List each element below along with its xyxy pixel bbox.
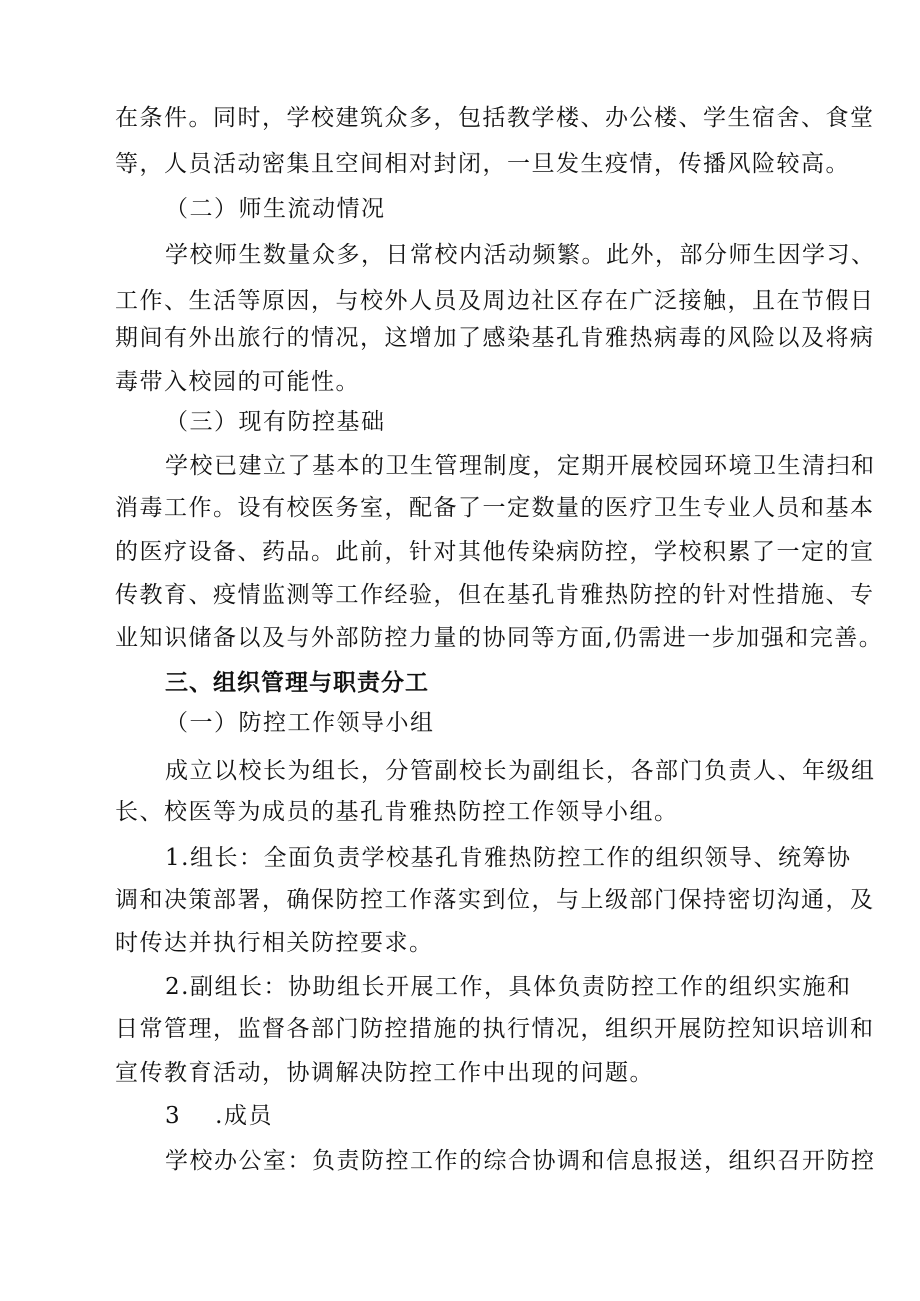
- section-heading: （三）现有防控基础: [165, 409, 386, 435]
- list-item-line: 调和决策部署，确保防控工作落实到位，与上级部门保持密切沟通，及: [115, 887, 875, 913]
- paragraph-line: 消毒工作。设有校医务室，配备了一定数量的医疗卫生专业人员和基本: [115, 495, 875, 521]
- paragraph-line: 学校师生数量众多，日常校内活动频繁。此外，部分师生因学习、: [165, 242, 876, 268]
- list-item-label: .成员: [215, 1103, 273, 1129]
- paragraph-line: 工作、生活等原因，与校外人员及周边社区存在广泛接触，且在节假日: [115, 288, 875, 314]
- list-item-line: 1.组长：全面负责学校基孔肯雅热防控工作的组织领导、统筹协: [165, 845, 852, 871]
- list-item-line: 宣传教育活动，协调解决防控工作中出现的问题。: [115, 1060, 654, 1086]
- section-heading: （一）防控工作领导小组: [165, 710, 435, 736]
- paragraph-line: 长、校医等为成员的基孔肯雅热防控工作领导小组。: [115, 799, 679, 825]
- list-item-line: 时传达并执行相关防控要求。: [115, 930, 434, 956]
- paragraph-line: 学校办公室：负责防控工作的综合协调和信息报送，组织召开防控: [165, 1148, 876, 1174]
- paragraph-line: 学校已建立了基本的卫生管理制度，定期开展校园环境卫生清扫和: [165, 453, 876, 479]
- paragraph-line: 在条件。同时，学校建筑众多，包括教学楼、办公楼、学生宿舍、食堂: [115, 105, 875, 131]
- list-item-number: 3: [165, 1103, 182, 1129]
- paragraph-line: 成立以校长为组长，分管副校长为副组长，各部门负责人、年级组: [165, 758, 876, 784]
- paragraph-line: 传教育、疫情监测等工作经验，但在基孔肯雅热防控的针对性措施、专: [115, 582, 875, 608]
- chapter-heading: 三、组织管理与职责分工: [165, 670, 429, 696]
- paragraph-line: 业知识储备以及与外部防控力量的协同等方面,仍需进一步加强和完善。: [115, 625, 884, 651]
- list-item-line: 2.副组长：协助组长开展工作，具体负责防控工作的组织实施和: [165, 974, 852, 1000]
- paragraph-line: 期间有外出旅行的情况，这增加了感染基孔肯雅热病毒的风险以及将病: [115, 325, 875, 351]
- paragraph-line: 毒带入校园的可能性。: [115, 369, 360, 395]
- section-heading: （二）师生流动情况: [165, 196, 386, 222]
- list-item-line: 日常管理，监督各部门防控措施的执行情况，组织开展防控知识培训和: [115, 1016, 875, 1042]
- paragraph-line: 的医疗设备、药品。此前，针对其他传染病防控，学校积累了一定的宣: [115, 539, 875, 565]
- paragraph-line: 等，人员活动密集且空间相对封闭，一旦发生疫情，传播风险较高。: [115, 151, 850, 177]
- list-item-line: [165, 1101, 273, 1131]
